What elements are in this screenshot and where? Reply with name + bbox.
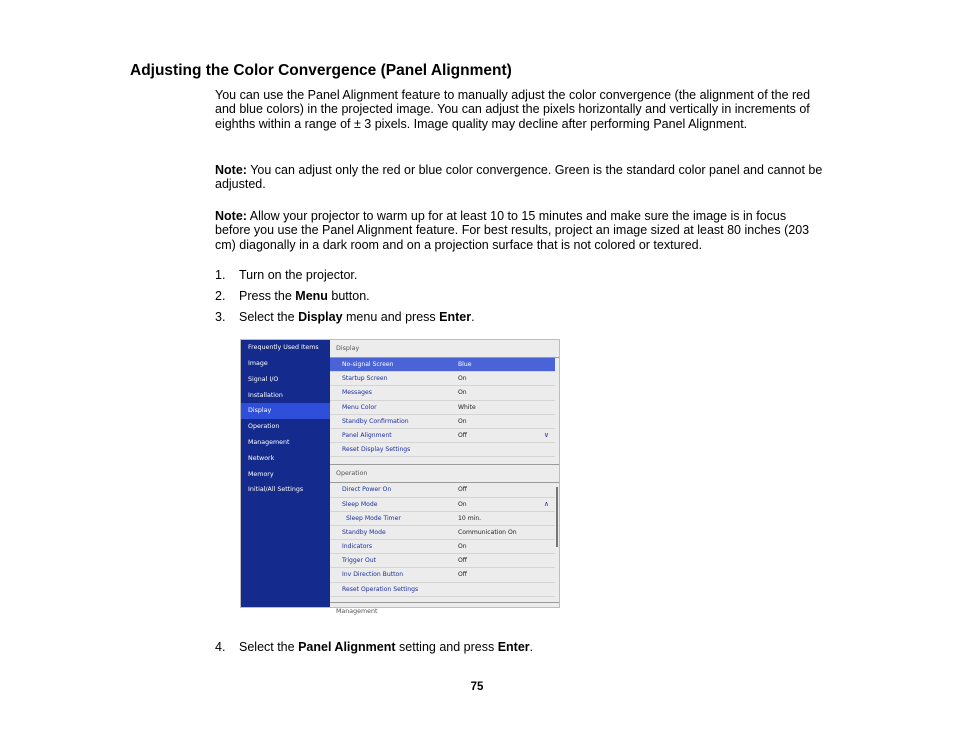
sidebar-item-initial-all-settings[interactable]: Initial/All Settings [248,486,304,494]
step-3 [215,310,475,325]
chevron-up-icon[interactable]: ∧ [543,499,549,508]
row-label: Sleep Mode [342,500,378,508]
row-label: Menu Color [342,403,377,411]
row-value: Off [458,486,467,494]
note-1-label: Note: [215,163,247,177]
section-header-operation: Operation [330,464,559,483]
row-value: Off [458,571,467,579]
chevron-down-icon[interactable]: ∨ [543,430,549,439]
step-number: 2. [215,289,226,303]
row-value: Off [458,431,467,439]
row-value: On [458,417,467,425]
row-value: White [458,403,476,411]
row-label: Reset Operation Settings [342,585,419,593]
row-label: Sleep Mode Timer [346,514,401,522]
section-gap [330,457,559,464]
step-bold: Enter [497,640,530,654]
row-label: Reset Display Settings [342,446,411,454]
menu-row-sleep-mode-timer[interactable] [330,512,555,526]
step-bold: Display [298,310,343,324]
sidebar-item-image[interactable]: Image [248,360,268,367]
step-bold: Enter [439,310,472,324]
menu-row-no-signal-screen[interactable] [330,358,555,372]
row-label: Trigger Out [342,557,376,565]
menu-row-startup-screen[interactable] [330,372,555,386]
step-text: . [529,640,534,654]
menu-row-reset-display-settings[interactable] [330,443,555,457]
row-value: On [458,375,467,383]
row-value: On [458,500,467,508]
note-2-label: Note: [215,209,247,223]
row-value: Off [458,557,467,565]
menu-row-reset-operation-settings[interactable] [330,583,555,597]
row-value: 10 min. [458,514,482,522]
note-1 [215,163,825,192]
note-2 [215,209,825,252]
menu-row-panel-alignment[interactable] [330,429,555,443]
sidebar-item-management[interactable]: Management [248,438,290,446]
page-number: 75 [470,681,484,693]
section-header-management: Management [330,602,559,620]
menu-row-menu-color[interactable] [330,401,555,415]
sidebar-item-network[interactable]: Network [248,454,275,462]
menu-row-direct-power-on[interactable] [330,483,555,497]
step-number: 3. [215,310,226,324]
sidebar-item-frequently-used[interactable]: Frequently Used Items [248,344,319,351]
step-text: setting and press [395,640,498,654]
sidebar-item-installation[interactable]: Installation [248,391,283,399]
step-text: button. [327,289,370,303]
projector-menu-screenshot [240,339,560,615]
row-label: No-signal Screen [342,361,394,368]
step-text: menu and press [342,310,440,324]
menu-settings-panel [330,340,559,615]
row-value: Blue [458,361,472,368]
row-label: Inv Direction Button [342,571,404,579]
row-value: On [458,543,467,551]
menu-row-messages[interactable] [330,386,555,400]
menu-row-indicators[interactable] [330,540,555,554]
step-text: Turn on the projector. [239,268,358,282]
sidebar-item-display[interactable]: Display [241,403,330,419]
step-number: 1. [215,268,226,282]
row-value: On [458,389,467,397]
step-text: . [471,310,475,324]
row-label: Startup Screen [342,375,388,383]
scrollbar[interactable] [556,487,558,547]
note-1-text: You can adjust only the red or blue color convergence. Green is the standard color panel and cannot be adjusted. [215,163,823,192]
row-label: Panel Alignment [342,431,392,439]
step-text: Select the [239,640,299,654]
step-bold: Panel Alignment [298,640,396,654]
menu-row-standby-confirmation[interactable] [330,415,555,429]
section-heading: Adjusting the Color Convergence (Panel Alignment) [130,62,512,79]
menu-row-inv-direction-button[interactable] [330,568,555,582]
row-label: Indicators [342,543,373,551]
sidebar-item-operation[interactable]: Operation [248,423,280,431]
menu-row-standby-mode[interactable] [330,526,555,540]
step-text: Select the [239,310,299,324]
step-bold: Menu [295,289,328,303]
row-label: Standby Confirmation [342,417,409,425]
intro-paragraph: You can use the Panel Alignment feature to manually adjust the color convergence (the alignment of the red and blue colors) in the projected image. You can adjust the pixels horizontally and vertically in increments of eighths within a range of ± 3 pixels. Image quality may decline after performing Panel Alignment. [215,88,811,131]
row-label: Direct Power On [342,486,392,494]
row-label: Standby Mode [342,528,386,536]
sidebar-item-signal-io[interactable]: Signal I/O [248,375,279,383]
step-1 [215,268,357,283]
step-text: Press the [239,289,296,303]
menu-row-trigger-out[interactable] [330,554,555,568]
row-label: Messages [342,389,372,397]
step-4 [215,640,533,655]
menu-sidebar [241,340,330,607]
step-2 [215,289,370,304]
note-2-text: Allow your projector to warm up for at least 10 to 15 minutes and make sure the image is in focus before you use the Panel Alignment feature. For best results, project an image sized at least 80 inches (203 cm) diagonally in a dark room and on a projection surface that is not colored or textured. [215,209,810,252]
step-number: 4. [215,640,226,654]
menu-row-sleep-mode[interactable] [330,498,555,512]
section-header-display: Display [330,340,559,358]
row-value: Communication On [458,528,517,536]
sidebar-item-memory[interactable]: Memory [248,470,274,478]
